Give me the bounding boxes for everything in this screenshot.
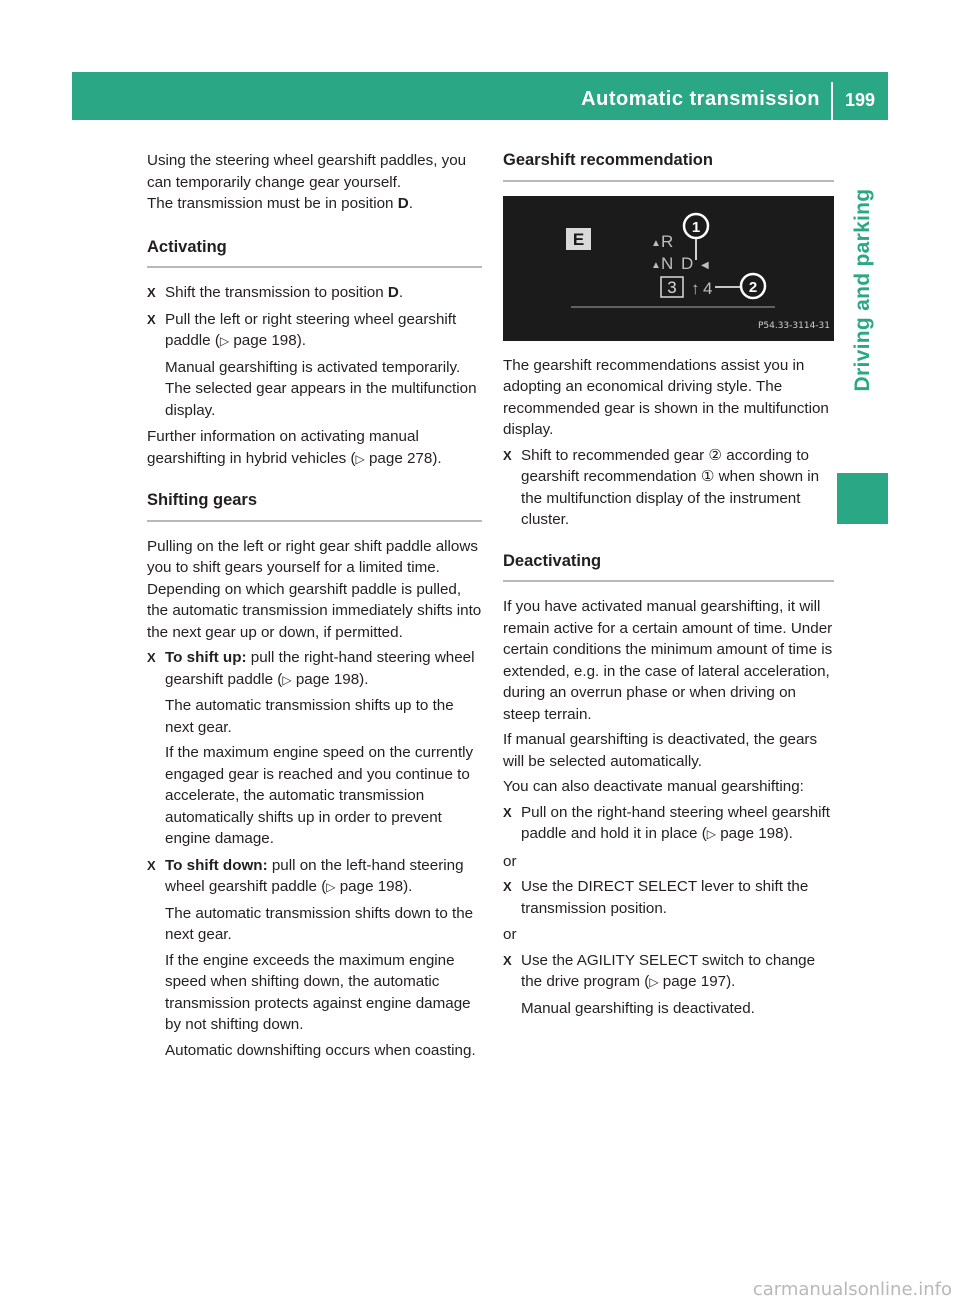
shifting-para: Pulling on the left or right gear shift paddle allows you to shift gears yourself for a limited time. Depending on which gearshift paddle is pulled, the automatic transmission immediately shifts into the next gear up or down, if permitted. — [147, 537, 482, 641]
step-shift-up: X To shift up: pull the right-hand steering wheel gearshift paddle (▷ page 198). The automatic transmission shifts up to the next gear. If the maximum engine speed on the currently engaged gear is reached and you continue to accelerate, the automatic transmission automatically shifts up in order to prevent engine damage. — [147, 647, 482, 850]
callout-2-ref-icon: ② — [708, 446, 723, 464]
page-ref-link[interactable]: page 197). — [662, 973, 736, 990]
drive-mode-letter: E — [572, 229, 585, 249]
svg-text:▲: ▲ — [651, 237, 661, 249]
heading-deactivating: Deactivating — [503, 551, 834, 583]
section-shifting — [147, 490, 482, 522]
svg-text:▲: ▲ — [651, 259, 661, 271]
heading-shifting-gears: Shifting gears — [147, 490, 482, 522]
heading-gearshift-recommendation: Gearshift recommendation — [503, 150, 834, 182]
display-illustration — [503, 196, 834, 341]
step-pull-paddle: X Pull the left or right steering wheel gearshift paddle (▷ page 198). Manual gearshifting is activated temporarily. The selected gear appears in the multifunction display. — [147, 309, 482, 422]
chapter-marker — [837, 473, 888, 524]
or-text: or — [503, 852, 517, 870]
svg-text:↑: ↑ — [691, 278, 700, 298]
watermark[interactable]: carmanualsonline.info — [752, 1279, 952, 1300]
section-deactivating — [503, 551, 834, 583]
heading-activating: Activating — [147, 237, 482, 269]
step-pull-hold-paddle: X Pull on the right-hand steering wheel gearshift paddle and hold it in place (▷ page 198). — [503, 802, 834, 846]
header-bar — [72, 72, 888, 120]
intro-text: Using the steering wheel gearshift paddles, you can temporarily change gear yourself. The transmission must be in position D. — [147, 152, 467, 212]
svg-text:◀: ◀ — [701, 259, 709, 271]
figure-caption: P54.33-3114-31 — [757, 321, 830, 331]
section-activating — [147, 237, 482, 269]
deactivating-para-2: If manual gearshifting is deactivated, the gears will be selected automatically. — [503, 731, 818, 770]
chapter-tab[interactable] — [843, 170, 883, 410]
step-shift-recommended: X Shift to recommended gear ② according to gearshift recommendation ① when shown in the multifunction display of the instrument cluster. — [503, 445, 834, 531]
header-divider — [831, 82, 833, 120]
step-shift-down: X To shift down: pull on the left-hand steering wheel gearshift paddle (▷ page 198). The automatic transmission shifts down to the next gear. If the engine exceeds the maximum engine speed when shifting down, the automatic transmission protects against engine damage by not shifting down. Automatic downshifting occurs when coasting. — [147, 855, 482, 1062]
page-number: 199 — [844, 90, 875, 110]
deactivating-para-1: If you have activated manual gearshifting, it will remain active for a certain amount of time. Under certain conditions the minimum amount of time is extended, e.g. in the case of lateral acceleration, during an overrun phase or when driving on steep terrain. — [503, 598, 833, 723]
page-ref-link[interactable]: page 198). — [339, 878, 413, 895]
page-ref-link[interactable]: page 198). — [233, 332, 306, 349]
recommended-gear: 4 — [703, 278, 713, 298]
step-agility-select: X Use the AGILITY SELECT switch to change the drive program (▷ page 197). Manual gearshifting is deactivated. — [503, 950, 834, 1020]
current-gear: 3 — [667, 277, 677, 297]
step-shift-to-d: X Shift the transmission to position D. — [147, 282, 482, 304]
page-ref-link[interactable]: page 198). — [720, 825, 793, 842]
svg-text:2: 2 — [748, 278, 758, 296]
further-info: Further information on activating manual gearshifting in hybrid vehicles (▷ page 278). — [147, 428, 442, 467]
gear-n: N — [661, 253, 674, 273]
page-ref-link[interactable]: page 278). — [368, 449, 442, 467]
page-ref-link[interactable]: page 198). — [295, 670, 369, 688]
gear-d: D — [681, 253, 694, 273]
right-column — [503, 150, 834, 1024]
svg-text:1: 1 — [691, 218, 701, 236]
gear-r: R — [661, 231, 674, 251]
page-title: Automatic transmission — [581, 88, 820, 110]
deactivating-para-3: You can also deactivate manual gearshifting: — [503, 778, 804, 795]
chapter-tab-label: Driving and parking — [851, 188, 874, 392]
left-column — [147, 150, 482, 1066]
step-direct-select: X Use the DIRECT SELECT lever to shift the transmission position. — [503, 876, 834, 919]
or-text: or — [503, 926, 517, 943]
section-recommendation — [503, 150, 834, 182]
callout-1-ref-icon: ① — [700, 468, 715, 485]
recommendation-para: The gearshift recommendations assist you in adopting an economical driving style. The recommended gear is shown in the multifunction display. — [503, 356, 829, 438]
